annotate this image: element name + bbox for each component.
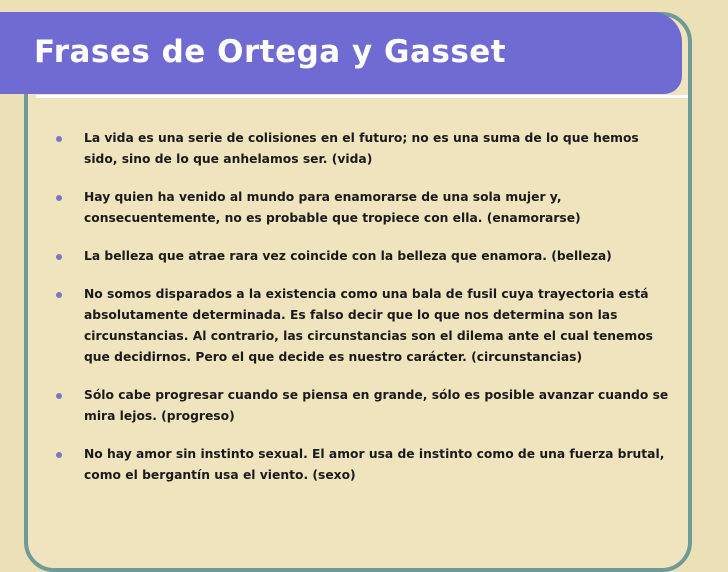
quote-text: Hay quien ha venido al mundo para enamorarse de una sola mujer y, consecuentemente, no es probable que tropiece con ella. (enamorarse) xyxy=(84,190,581,225)
quote-item xyxy=(50,128,670,170)
bullet-icon xyxy=(56,136,62,142)
quote-list xyxy=(50,128,670,503)
quote-item xyxy=(50,187,670,229)
bullet-icon xyxy=(56,452,62,458)
bullet-icon xyxy=(56,393,62,399)
slide-title: Frases de Ortega y Gasset xyxy=(34,34,507,70)
quote-item xyxy=(50,385,670,427)
quote-item xyxy=(50,444,670,486)
title-underline xyxy=(36,95,688,98)
bullet-icon xyxy=(56,195,62,201)
quote-text: No somos disparados a la existencia como una bala de fusil cuya trayectoria está absolutamente determinada. Es falso decir que lo que nos determina son las circunstancias. Al contrario, las circunstancias son el dilema ante el cual tenemos que decidirnos. Pero el que decide es nuestro carácter. (circunstancias) xyxy=(84,287,653,364)
quote-item xyxy=(50,246,670,267)
bullet-icon xyxy=(56,254,62,260)
quote-text: Sólo cabe progresar cuando se piensa en grande, sólo es posible avanzar cuando se mira lejos. (progreso) xyxy=(84,388,669,423)
quote-text: No hay amor sin instinto sexual. El amor usa de instinto como de una fuerza brutal, como el bergantín usa el viento. (sexo) xyxy=(84,447,665,482)
quote-text: La belleza que atrae rara vez coincide con la belleza que enamora. (belleza) xyxy=(84,249,612,263)
bullet-icon xyxy=(56,292,62,298)
quote-text: La vida es una serie de colisiones en el futuro; no es una suma de lo que hemos sido, sino de lo que anhelamos ser. (vida) xyxy=(84,131,639,166)
quote-item xyxy=(50,284,670,368)
